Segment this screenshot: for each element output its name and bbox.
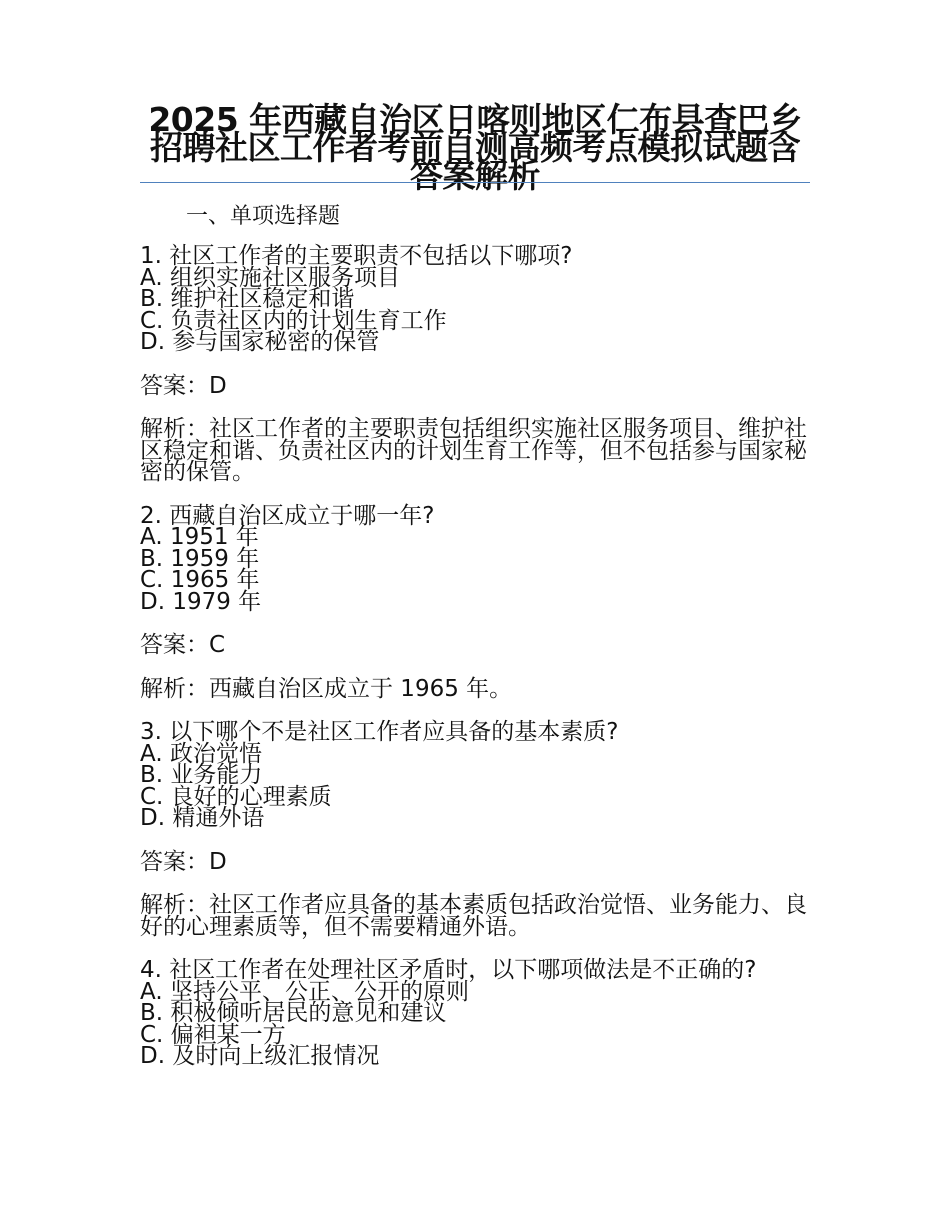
option-d: D. 及时向上级汇报情况 (140, 1043, 380, 1069)
question-stem: 3. 以下哪个不是社区工作者应具备的基本素质? (140, 719, 619, 745)
question-1 (140, 243, 815, 485)
explanation: 解析：西藏自治区成立于 1965 年。 (140, 675, 513, 702)
answer: 答案：D (140, 848, 227, 875)
option-c: C. 良好的心理素质 (140, 783, 332, 810)
option-b: B. 业务能力 (140, 762, 263, 788)
option-d: D. 参与国家秘密的保管 (140, 329, 380, 355)
option-a: A. 组织实施社区服务项目 (140, 264, 400, 291)
option-c: C. 偏袒某一方 (140, 1021, 286, 1048)
option-b: B. 维护社区稳定和谐 (140, 286, 355, 312)
question-stem: 1. 社区工作者的主要职责不包括以下哪项? (140, 243, 573, 269)
document-title: 2025 年西藏自治区日喀则地区仁布县查巴乡招聘社区工作者考前自测高频考点模拟试题含答案解析 (148, 100, 802, 195)
question-stem: 2. 西藏自治区成立于哪一年? (140, 502, 435, 529)
option-c: C. 负责社区内的计划生育工作 (140, 307, 447, 334)
title-divider (140, 182, 810, 183)
option-a: A. 1951 年 (140, 524, 259, 550)
question-stem: 4. 社区工作者在处理社区矛盾时，以下哪项做法是不正确的? (140, 957, 757, 983)
question-2 (140, 502, 815, 702)
option-b: B. 积极倾听居民的意见和建议 (140, 1000, 447, 1026)
section-heading: 一、单项选择题 (186, 204, 341, 229)
explanation: 解析：社区工作者应具备的基本素质包括政治觉悟、业务能力、良好的心理素质等，但不需要精通外语。 (140, 892, 807, 940)
option-d: D. 精通外语 (140, 805, 265, 831)
option-a: A. 政治觉悟 (140, 740, 262, 767)
question-4 (140, 957, 815, 1069)
answer: 答案：D (140, 372, 227, 399)
question-list (140, 243, 815, 1069)
option-d: D. 1979 年 (140, 588, 262, 615)
option-a: A. 坚持公平、公正、公开的原则 (140, 978, 469, 1005)
answer: 答案：C (140, 632, 226, 658)
option-c: C. 1965 年 (140, 567, 260, 593)
explanation: 解析：社区工作者的主要职责包括组织实施社区服务项目、维护社区稳定和谐、负责社区内的计划生育工作等，但不包括参与国家秘密的保管。 (140, 416, 807, 485)
question-3 (140, 719, 815, 940)
option-b: B. 1959 年 (140, 545, 260, 572)
